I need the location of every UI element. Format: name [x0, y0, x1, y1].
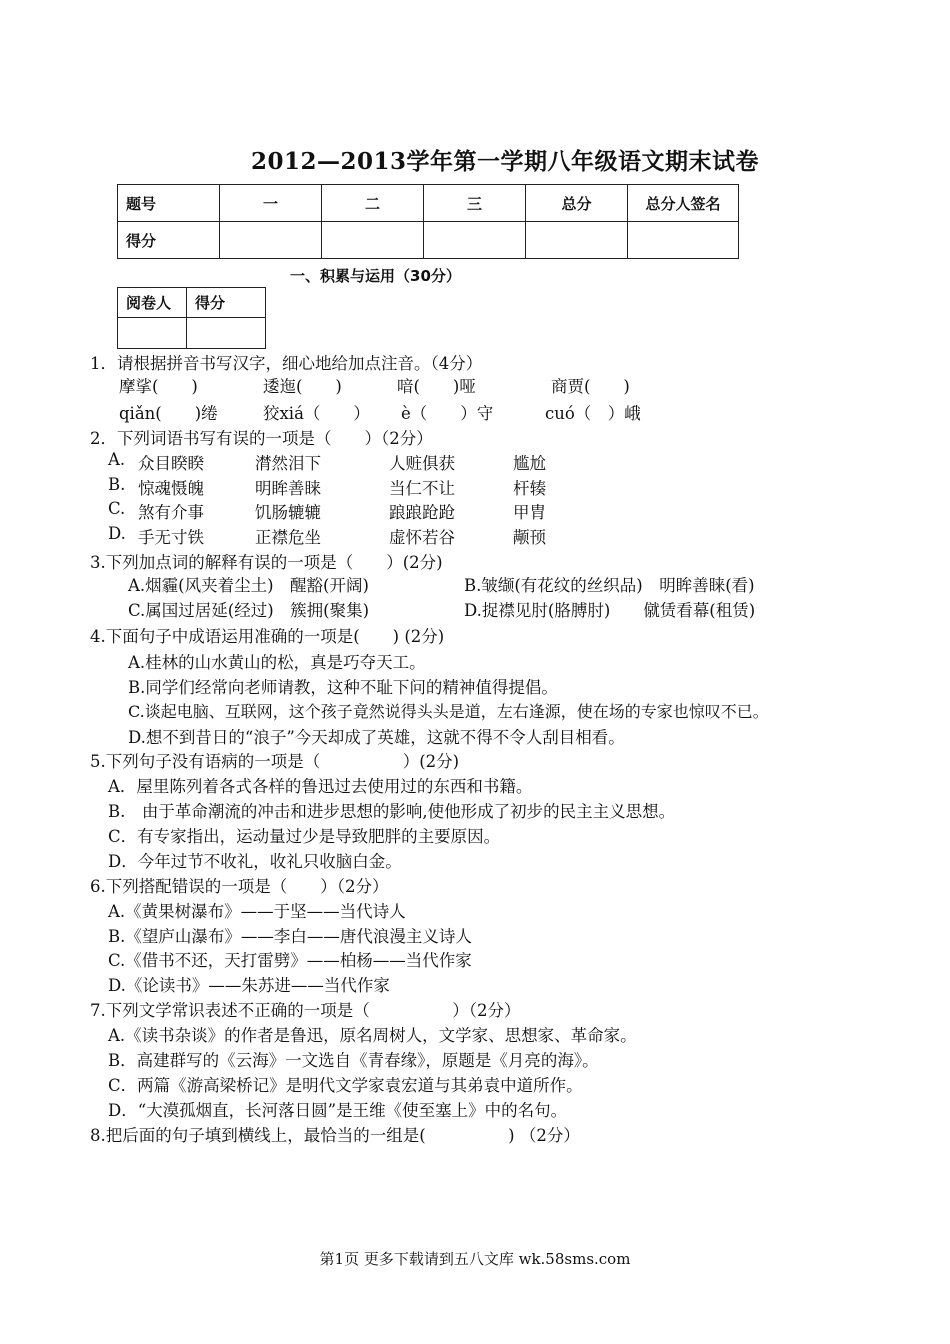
- q2-option-letter: A.: [108, 450, 126, 469]
- score-cell: 总分: [526, 185, 628, 222]
- q3-option: D.捉襟见肘(胳膊肘) 僦赁看幕(租赁): [464, 601, 756, 620]
- q2-option-word: 潸然泪下: [255, 454, 321, 473]
- question-4-stem: 4.下面句子中成语运用准确的一项是( ) (2分): [90, 627, 445, 646]
- q4-option: D.想不到昔日的“浪子”今天却成了英雄，这就不得不令人刮目相看。: [128, 728, 625, 747]
- q6-option: C.《借书不还，天打雷劈》——柏杨——当代作家: [108, 951, 472, 970]
- q2-option-word: 明眸善睐: [255, 478, 321, 498]
- q1-item: qiǎn( )绻: [119, 404, 218, 423]
- q4-option: C.谈起电脑、互联网，这个孩子竟然说得头头是道，左右逢源，使在场的专家也惊叹不已。: [128, 702, 769, 721]
- q3-option: B.皱缬(有花纹的丝织品) 明眸善睐(看): [464, 576, 755, 595]
- q7-option: A.《读书杂谈》的作者是鲁迅，原名周树人，文学家、思想家、革命家。: [108, 1026, 637, 1045]
- score-input-cell[interactable]: [526, 222, 628, 259]
- q1-item: è（ ）守: [401, 404, 494, 423]
- question-6-stem: 6.下列搭配错误的一项是（ ）（2分）: [90, 877, 389, 896]
- reader-table: [117, 287, 266, 349]
- q2-option-word: 煞有介事: [138, 503, 204, 522]
- q2-option-word: 手无寸铁: [138, 527, 204, 547]
- q2-option-word: 颟顸: [513, 527, 546, 547]
- q7-option: B．高建群写的《云海》一文选自《青春缘》，原题是《月亮的海》。: [108, 1051, 599, 1070]
- q4-option: B.同学们经常向老师请教，这种不耻下问的精神值得提倡。: [128, 678, 558, 697]
- q5-option: C．有专家指出，运动量过少是导致肥胖的主要原因。: [108, 827, 501, 846]
- q2-option-word: 甲胄: [513, 503, 546, 522]
- q3-option: A.烟霾(风夹着尘土) 醒豁(开阔): [128, 576, 369, 595]
- reader-input-cell[interactable]: [118, 318, 187, 349]
- score-cell: 总分人签名: [628, 185, 739, 222]
- q3-option: C.属国过居延(经过) 簇拥(聚集): [128, 601, 370, 620]
- q5-option: B. 由于革命潮流的冲击和进步思想的影响,使他形成了初步的民主主义思想。: [108, 802, 676, 821]
- q6-option: D.《论读书》——朱苏进——当代作家: [108, 976, 390, 995]
- q1-item: 摩挲( ): [119, 377, 198, 396]
- score-cell: 三: [424, 185, 526, 222]
- q2-option-word: 众目睽睽: [138, 454, 204, 473]
- page-footer: 第1页 更多下载请到五八文库 wk.58sms.com: [319, 1250, 631, 1268]
- q2-option-word: 杆辏: [513, 478, 546, 498]
- q2-option-word: 踉踉跄跄: [389, 503, 455, 522]
- q2-option-word: 惊魂慑魄: [138, 478, 204, 498]
- q2-option-word: 正襟危坐: [255, 527, 321, 547]
- question-7-stem: 7.下列文学常识表述不正确的一项是（ ）（2分）: [90, 1001, 521, 1020]
- reader-cell: 得分: [187, 288, 266, 318]
- question-5-stem: 5.下列句子没有语病的一项是（ ）(2分): [90, 752, 460, 771]
- q6-option: B.《望庐山瀑布》——李白——唐代浪漫主义诗人: [108, 927, 472, 946]
- score-input-cell[interactable]: [322, 222, 424, 259]
- score-cell: 题号: [118, 185, 220, 222]
- question-3-stem: 3.下列加点词的解释有误的一项是（ ）(2分): [90, 553, 443, 572]
- q6-option: A.《黄果树瀑布》——于坚——当代诗人: [108, 902, 406, 921]
- q7-option: D．“大漠孤烟直，长河落日圆”是王维《使至塞上》中的名句。: [108, 1101, 568, 1120]
- q1-item: 商贾( ): [551, 377, 630, 396]
- q2-option-word: 虚怀若谷: [389, 527, 455, 547]
- q2-option-word: 人赃俱获: [389, 454, 455, 473]
- score-cell: 一: [220, 185, 322, 222]
- score-table-header-row: [118, 185, 739, 222]
- q2-option-letter: B.: [108, 474, 126, 494]
- score-input-cell[interactable]: [220, 222, 322, 259]
- q1-item: 狡xiá（ ）: [263, 404, 370, 423]
- q1-item: 喑( )哑: [397, 377, 476, 396]
- score-cell: 二: [322, 185, 424, 222]
- reader-input-cell[interactable]: [187, 318, 266, 349]
- page-title: 2012—2013学年第一学期八年级语文期末试卷: [250, 148, 760, 175]
- reader-cell: 阅卷人: [118, 288, 187, 318]
- question-2-stem: 2．下列词语书写有误的一项是（ ）（2分）: [90, 429, 433, 448]
- section-heading: 一、积累与运用（30分）: [290, 267, 461, 285]
- question-1-stem: 1．请根据拼音书写汉字，细心地给加点注音。（4分）: [90, 354, 483, 373]
- q2-option-word: 饥肠辘辘: [255, 503, 321, 522]
- q2-option-word: 尴尬: [513, 454, 546, 473]
- q1-item: 逶迤( ): [263, 377, 342, 396]
- q5-option: D．今年过节不收礼，收礼只收脑白金。: [108, 852, 402, 871]
- score-table: [117, 184, 739, 259]
- q1-item: cuó（ ）峨: [545, 404, 641, 423]
- score-input-cell[interactable]: [424, 222, 526, 259]
- q2-option-letter: D.: [108, 523, 126, 543]
- question-8-stem: 8.把后面的句子填到横线上，最恰当的一组是( ) （2分）: [90, 1126, 580, 1145]
- score-table-score-row: [118, 222, 739, 259]
- score-input-cell[interactable]: [628, 222, 739, 259]
- q2-option-letter: C.: [108, 499, 126, 518]
- q5-option: A．屋里陈列着各式各样的鲁迅过去使用过的东西和书籍。: [108, 777, 533, 796]
- q7-option: C．两篇《游高梁桥记》是明代文学家袁宏道与其弟袁中道所作。: [108, 1076, 583, 1095]
- score-cell: 得分: [118, 222, 220, 259]
- q4-option: A.桂林的山水黄山的松，真是巧夺天工。: [128, 653, 426, 672]
- q2-option-word: 当仁不让: [389, 478, 455, 498]
